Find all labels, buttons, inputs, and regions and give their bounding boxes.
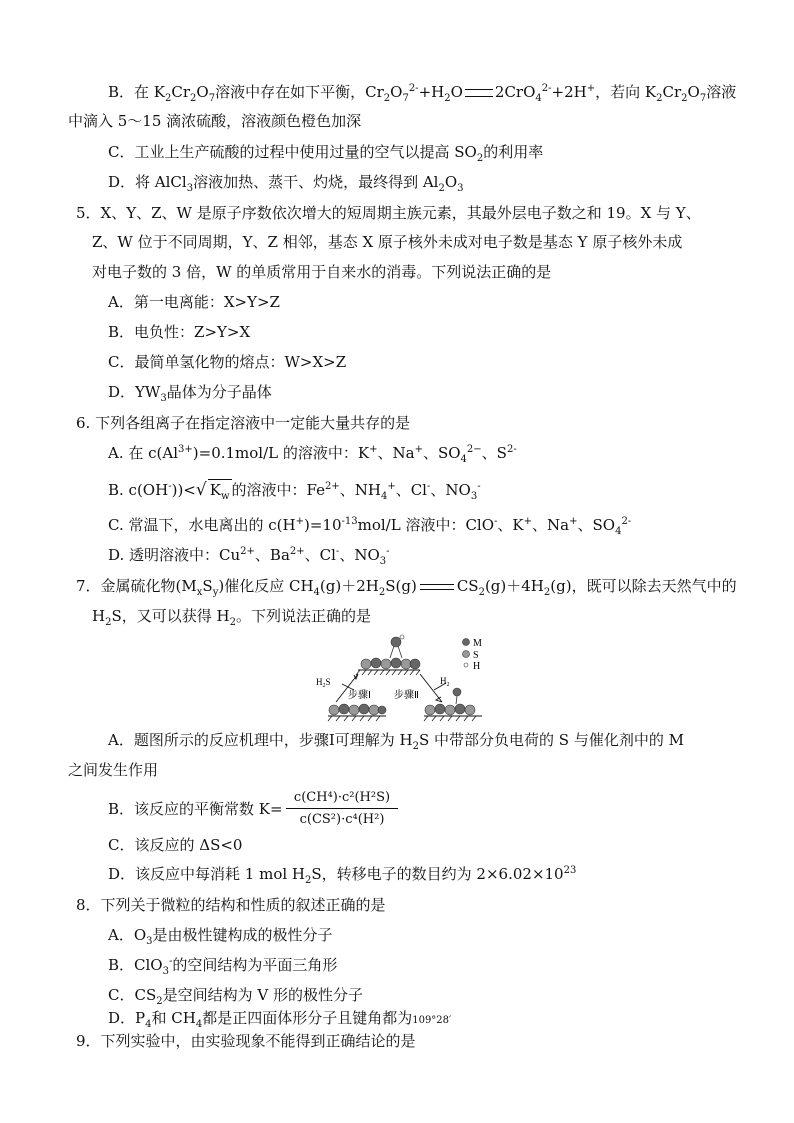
q5-option-a: A．第一电离能：X>Y>Z	[108, 293, 280, 311]
legend-h: H	[473, 661, 481, 672]
q7-option-b: B．该反应的平衡常数 K=	[108, 800, 283, 818]
label-step1: 步骤Ⅰ	[348, 690, 371, 701]
q6-option-a: A. 在 $c(Al^{3+})=0.1mol/L$ 的溶液中：K+、Na+、$SO_4^{2-}$、$S^{2-}$	[108, 444, 517, 465]
q6-stem: 6. 下列各组离子在指定溶液中一定能大量共存的是	[76, 414, 411, 432]
q6-option-d: D. 透明溶液中：$Cu^{2+}$、$Ba^{2+}$、Cl-、$NO_3^-$	[108, 546, 390, 567]
q8-option-b: B．ClO$_3$-的空间结构为平面三角形	[108, 956, 338, 977]
top-catalyst-surface	[356, 635, 420, 675]
q8-option-d: D．$P_4$和 $CH_4$都是正四面体形分子且键角都为109°28′	[108, 1009, 452, 1030]
q8-stem: 8．下列关于微粒的结构和性质的叙述正确的是	[76, 896, 386, 914]
q7-option-c: C．该反应的 ΔS<0	[108, 836, 243, 854]
equilibrium-arrow	[465, 89, 493, 97]
q6-option-c: C. 常温下，水电离出的 $c(H^+)=10^{-13}mol/L$ 溶液中：ClO-、K+、Na+、$SO_4^{2-}$	[108, 516, 632, 537]
q5-option-d: D．$YW_3$晶体为分子晶体	[108, 383, 272, 404]
equals-sign	[420, 584, 454, 590]
label-h2s: $H_2S$	[316, 677, 331, 689]
q8-option-a: A．$O_3$是由极性键构成的极性分子	[108, 926, 333, 947]
equilibrium-constant-fraction	[286, 789, 398, 829]
q7-option-d: D．该反应中每消耗 1 mol $H_2S$，转移电子的数目约为 $2\times 6.02\times 10^{23}$	[108, 865, 577, 886]
q5-option-b: B．电负性：Z>Y>X	[108, 323, 251, 341]
q5-stem-line2: Z、W 位于不同周期，Y、Z 相邻，基态 X 原子核外未成对电子数是基态 Y 原子核外未成	[92, 233, 683, 251]
legend-m: M	[473, 638, 482, 649]
legend-s: S	[473, 650, 479, 661]
figure-legend	[463, 638, 483, 672]
label-step2: 步骤Ⅱ	[394, 690, 419, 701]
fraction-numerator: c(CH⁴)·c²(H²S)	[286, 789, 398, 809]
q7-option-a-line2: 之间发生作用	[68, 761, 159, 779]
fraction-denominator: c(CS²)·c⁴(H²)	[299, 812, 385, 827]
q6-option-b: B. c(OH-))<√ $K_w$ 的溶液中：$Fe^{2+}$、$NH_4^+$、Cl-、$NO_3^-$	[108, 480, 481, 502]
option-b-line1: B．在 $K_2Cr_2O_7$溶液中存在如下平衡，$Cr_2O_7^{2-}+H_2O$ 2CrO$_4^{2-}$+2H+，若向 $K_2Cr_2O_7$溶液	[108, 83, 737, 104]
option-d: D．将 AlCl$_3$溶液加热、蒸干、灼烧，最终得到 $Al_2O_3$	[108, 173, 464, 194]
q8-option-c: C．$CS_2$是空间结构为 V 形的极性分子	[108, 986, 363, 1007]
q7-stem-line1: 7．金属硫化物$(M_xS_y)$催化反应 $CH_4(g)+2H_2S(g)$ $CS_2(g)+4H_2(g)$，既可以除去天然气中的	[76, 577, 737, 598]
q9-stem: 9．下列实验中，由实验现象不能得到正确结论的是	[76, 1032, 416, 1050]
option-c: C．工业上生产硫酸的过程中使用过量的空气以提高 $SO_2$的利用率	[108, 143, 544, 164]
q5-stem-line1: 5．X、Y、Z、W 是原子序数依次增大的短周期主族元素，其最外层电子数之和 19。X 与 Y、	[76, 204, 701, 222]
q5-option-c: C．最简单氢化物的熔点：W>X>Z	[108, 353, 347, 371]
sqrt-kw: $K_w$	[209, 481, 230, 502]
reaction-mechanism-figure	[314, 630, 504, 722]
label-h2: $H_2$	[440, 676, 450, 688]
option-b-line2: 中滴入 5～15 滴浓硫酸，溶液颜色橙色加深	[68, 112, 362, 130]
q5-stem-line3: 对电子数的 3 倍，W 的单质常用于自来水的消毒。下列说法正确的是	[92, 263, 552, 281]
bottom-right-surface	[424, 688, 482, 721]
q7-option-a-line1: A．题图所示的反应机理中，步骤Ⅰ可理解为 $H_2S$ 中带部分负电荷的 S 与催化剂中的 M	[108, 731, 684, 752]
bottom-left-surface	[328, 704, 386, 721]
q7-stem-line2: $H_2S$，又可以获得 $H_2$。下列说法正确的是	[92, 607, 371, 628]
